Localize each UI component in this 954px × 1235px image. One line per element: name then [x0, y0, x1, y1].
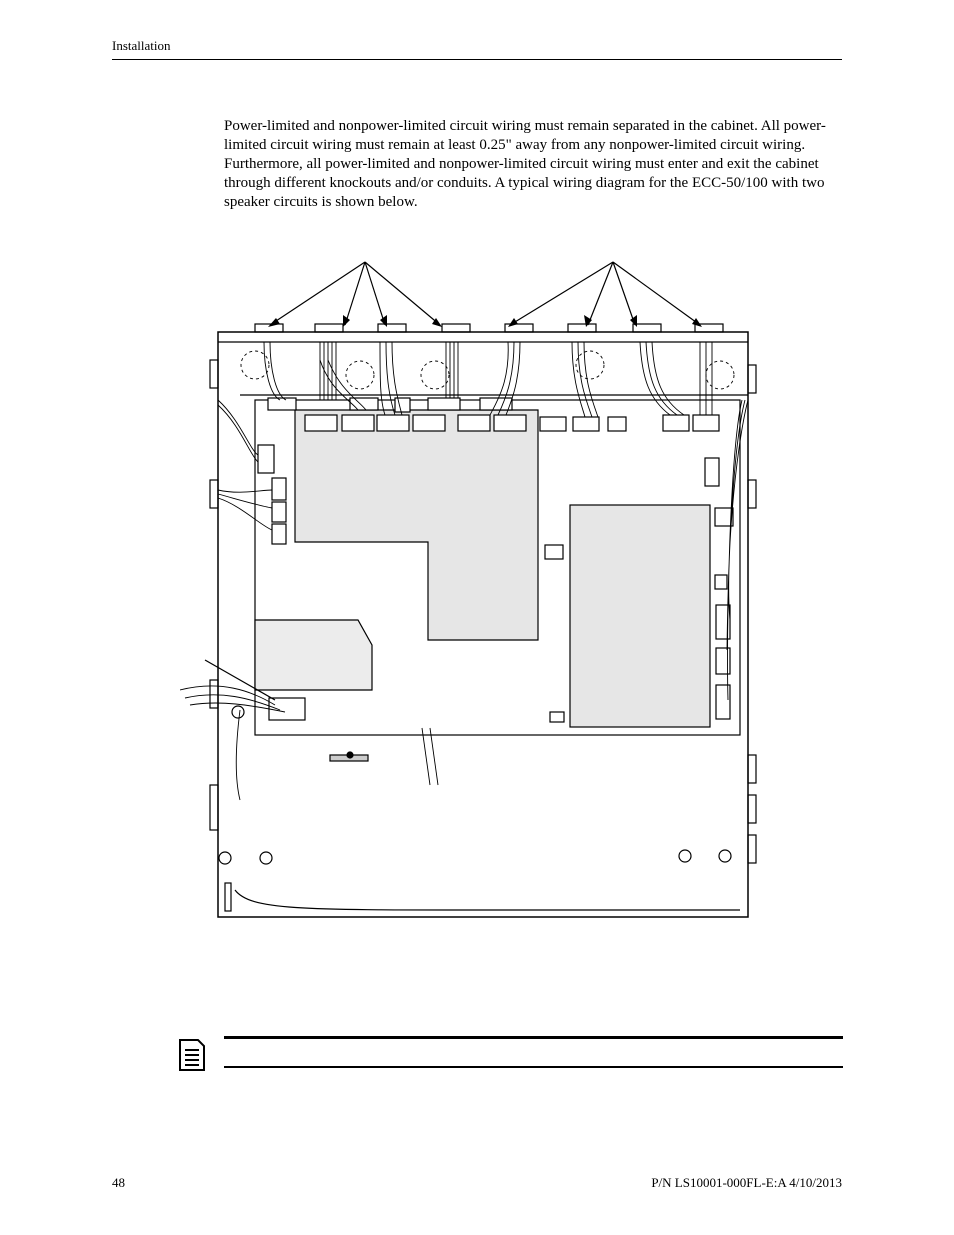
wiring-diagram-figure [180, 250, 780, 930]
part-number: P/N LS10001-000FL-E:A 4/10/2013 [651, 1175, 842, 1190]
arrow-group-right [510, 262, 700, 325]
body-paragraph [224, 117, 846, 212]
note-rule-top [224, 1036, 843, 1039]
paragraph-text: Power-limited and nonpower-limited circuit wiring must remain separated in the cabinet. All power-limited circuit wiring must remain at least 0.25" away from any nonpower-limited circuit wiring. Furthermore, all power-limited and nonpower-limited circuit wiring must enter and exit the cabinet through different knockouts and/or conduits. A typical wiring diagram for the ECC-50/100 with two speaker circuits is shown below. [224, 118, 826, 210]
page-number: 48 [112, 1175, 125, 1190]
section-title: Installation [112, 38, 171, 53]
header-rule [112, 59, 842, 60]
arrow-group-left [270, 262, 440, 325]
note-document-icon [178, 1038, 206, 1072]
note-rule-bottom [224, 1066, 843, 1068]
